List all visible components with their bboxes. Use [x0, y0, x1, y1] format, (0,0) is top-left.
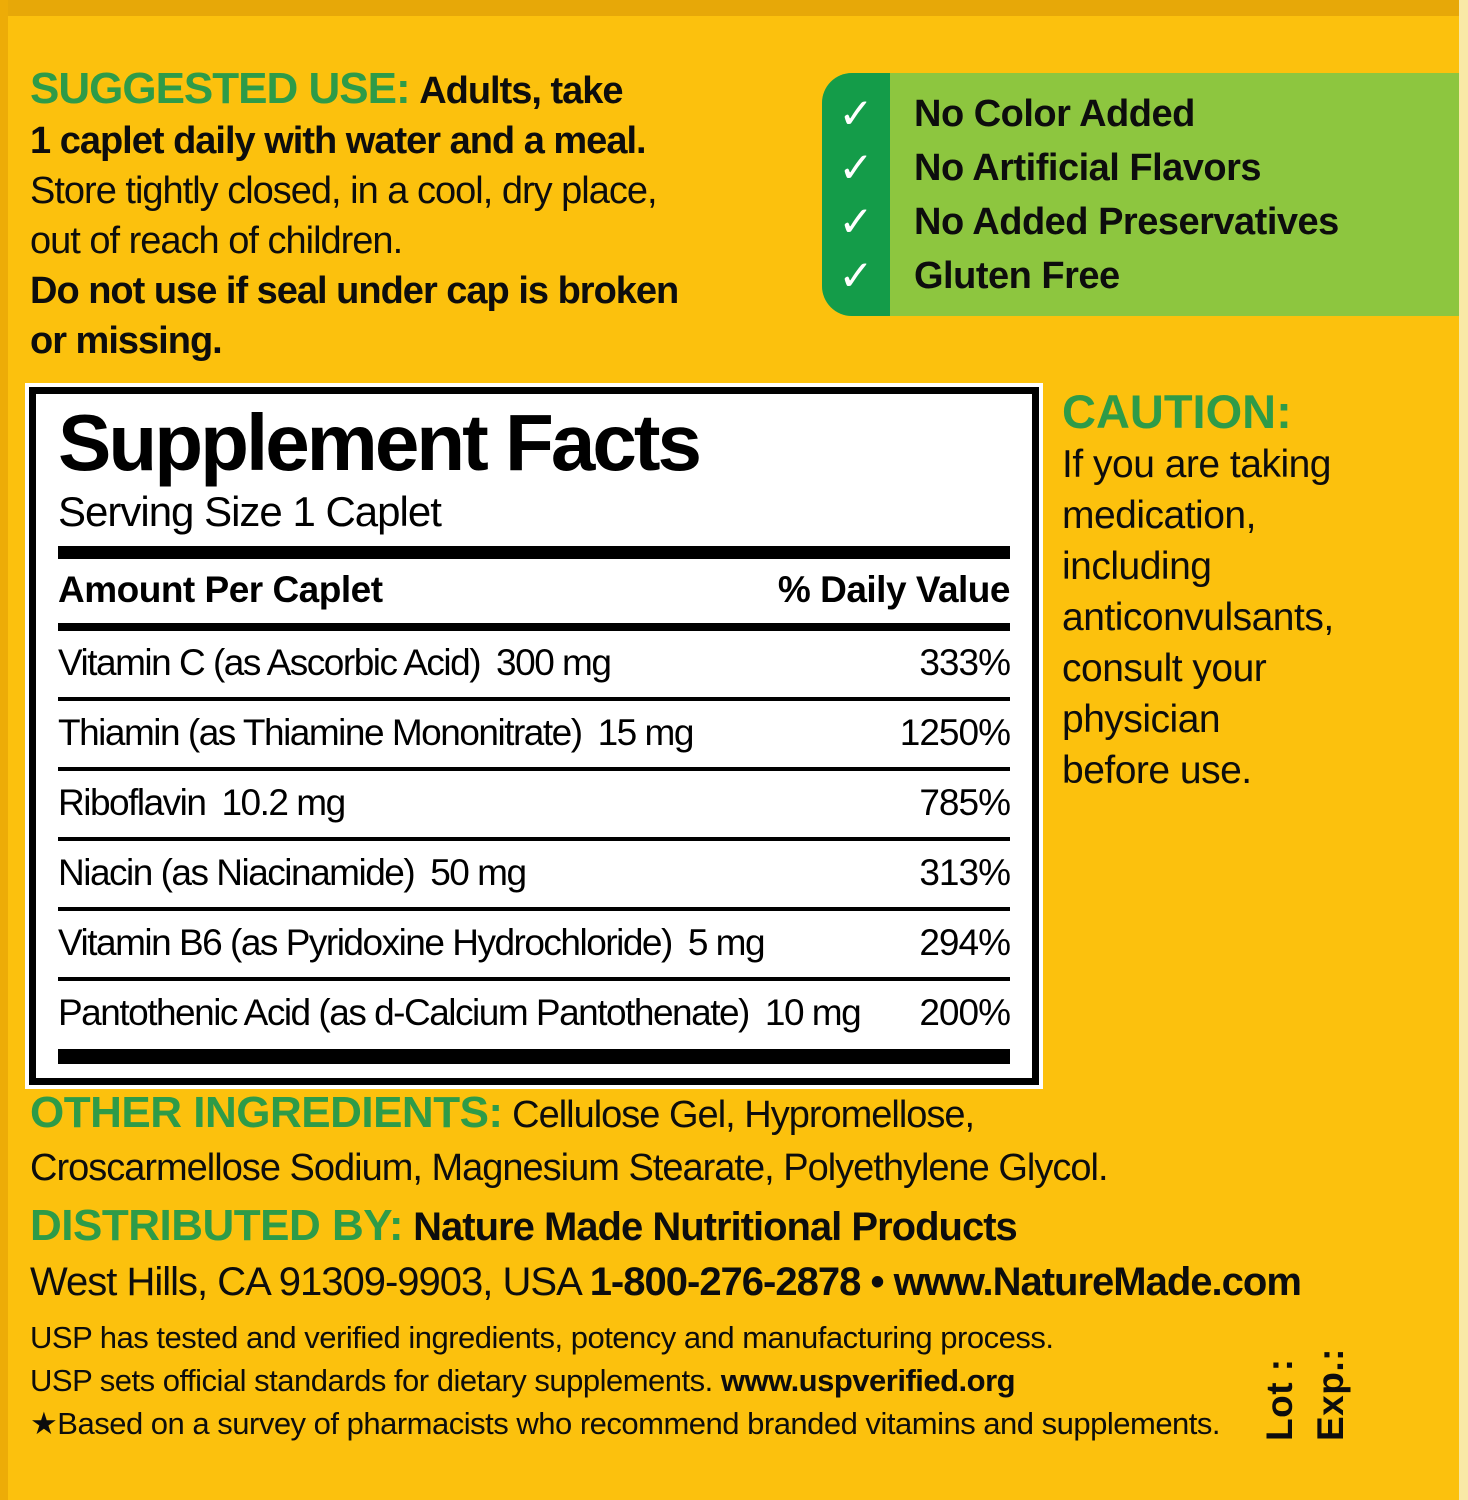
other-ingredients-line-1 [30, 1086, 1430, 1142]
caution-label: CAUTION: [1062, 385, 1292, 438]
nutrient-name-amount: Pantothenic Acid (as d-Calcium Pantothenate) 10 mg [58, 991, 861, 1033]
suggested-use-line-3: Store tightly closed, in a cool, dry place, [30, 170, 657, 212]
caution-line: consult your [1062, 647, 1267, 690]
label-left-edge [0, 0, 8, 1500]
suggested-use-label: SUGGESTED USE: [30, 64, 410, 113]
usp-line-3: ★Based on a survey of pharmacists who recommend branded vitamins and supplements. [30, 1406, 1221, 1441]
suggested-use-intro: Adults, take [419, 70, 623, 112]
other-ingredients-label: OTHER INGREDIENTS: [30, 1088, 503, 1137]
nutrient-name-amount: Thiamin (as Thiamine Mononitrate) 15 mg [58, 711, 693, 753]
suggested-use-warning-1: Do not use if seal under cap is broken [30, 270, 679, 312]
claim-no-artificial-flavors: No Artificial Flavors [914, 146, 1262, 189]
column-daily-value: % Daily Value [777, 568, 1010, 610]
claim-no-color-added: No Color Added [914, 92, 1195, 135]
supplement-facts-panel [25, 383, 1043, 1089]
nutrient-name-amount: Vitamin B6 (as Pyridoxine Hydrochloride) 5 mg [58, 921, 765, 963]
other-ingredients-text: Cellulose Gel, Hypromellose, [512, 1094, 975, 1136]
table-row-vitamin-c [58, 631, 1010, 697]
column-amount-per-caplet: Amount Per Caplet [58, 568, 383, 610]
supplement-facts-border [29, 387, 1039, 1085]
caution-line: If you are taking [1062, 443, 1331, 486]
other-ingredients-section [30, 1086, 1430, 1195]
table-row-riboflavin [58, 767, 1010, 837]
suggested-use-section [30, 64, 890, 366]
nutrient-daily-value: 333% [919, 641, 1010, 683]
claims-check-strip [822, 73, 890, 316]
checkmark-icon: ✓ [838, 197, 874, 245]
checkmark-icon: ✓ [838, 143, 874, 191]
table-row-pantothenic-acid [58, 977, 1010, 1047]
serving-size: Serving Size 1 Caplet [58, 487, 441, 535]
suggested-use-warning-2: or missing. [30, 320, 222, 362]
nutrient-name-amount: Vitamin C (as Ascorbic Acid) 300 mg [58, 641, 611, 683]
distributed-by-line-2 [30, 1255, 1430, 1310]
distributor-phone: 1-800-276-2878 [589, 1260, 861, 1304]
nutrient-daily-value: 313% [919, 851, 1010, 893]
caution-line: anticonvulsants, [1062, 596, 1334, 639]
distributor-website: www.NatureMade.com [893, 1260, 1301, 1304]
caution-line: physician [1062, 698, 1221, 741]
nutrient-daily-value: 200% [919, 991, 1010, 1033]
suggested-use-line-1 [30, 64, 890, 116]
claim-gluten-free: Gluten Free [914, 254, 1120, 297]
usp-line-2-text: USP sets official standards for dietary supplements. [30, 1363, 721, 1398]
distributed-by-line-1 [30, 1198, 1430, 1255]
distributed-by-section [30, 1198, 1430, 1310]
other-ingredients-line-2: Croscarmellose Sodium, Magnesium Stearate, Polyethylene Glycol. [30, 1147, 1108, 1189]
table-row-niacin [58, 837, 1010, 907]
exp-field: Exp.: [1310, 1348, 1351, 1441]
distributor-address: West Hills, CA 91309-9903, USA [30, 1260, 580, 1304]
caution-line: medication, [1062, 494, 1256, 537]
nutrient-daily-value: 1250% [899, 711, 1010, 753]
claims-list [890, 73, 1339, 316]
suggested-use-line-4: out of reach of children. [30, 220, 403, 262]
facts-header-row [58, 559, 1010, 623]
caution-line: including [1062, 545, 1212, 588]
label-right-edge [1459, 0, 1468, 1500]
lot-field: Lot : [1259, 1358, 1300, 1441]
divider-bar-bottom [58, 1049, 1010, 1064]
checkmark-icon: ✓ [838, 89, 874, 137]
usp-notes-section [30, 1316, 1330, 1445]
nutrient-name-amount: Niacin (as Niacinamide) 50 mg [58, 851, 526, 893]
caution-line: before use. [1062, 749, 1252, 792]
table-row-thiamin [58, 697, 1010, 767]
usp-line-1: USP has tested and verified ingredients, potency and manufacturing process. [30, 1320, 1054, 1355]
table-row-vitamin-b6 [58, 907, 1010, 977]
claim-no-added-preservatives: No Added Preservatives [914, 200, 1339, 243]
suggested-use-line-2: 1 caplet daily with water and a meal. [30, 120, 646, 162]
label-top-edge [0, 0, 1468, 16]
checkmark-icon: ✓ [838, 251, 874, 299]
bullet-separator: • [870, 1260, 884, 1304]
divider-bar-medium [58, 623, 1010, 631]
nutrient-daily-value: 294% [919, 921, 1010, 963]
distributor-company: Nature Made Nutritional Products [413, 1205, 1017, 1249]
caution-section [1062, 384, 1462, 796]
nutrient-daily-value: 785% [919, 781, 1010, 823]
usp-website: www.uspverified.org [720, 1363, 1016, 1398]
claims-box [822, 73, 1459, 316]
divider-bar-thick [58, 546, 1010, 559]
usp-line-2 [30, 1359, 1330, 1402]
nutrient-name-amount: Riboflavin 10.2 mg [58, 781, 345, 823]
supplement-facts-title: Supplement Facts [58, 398, 700, 487]
distributed-by-label: DISTRIBUTED BY: [30, 1201, 404, 1250]
